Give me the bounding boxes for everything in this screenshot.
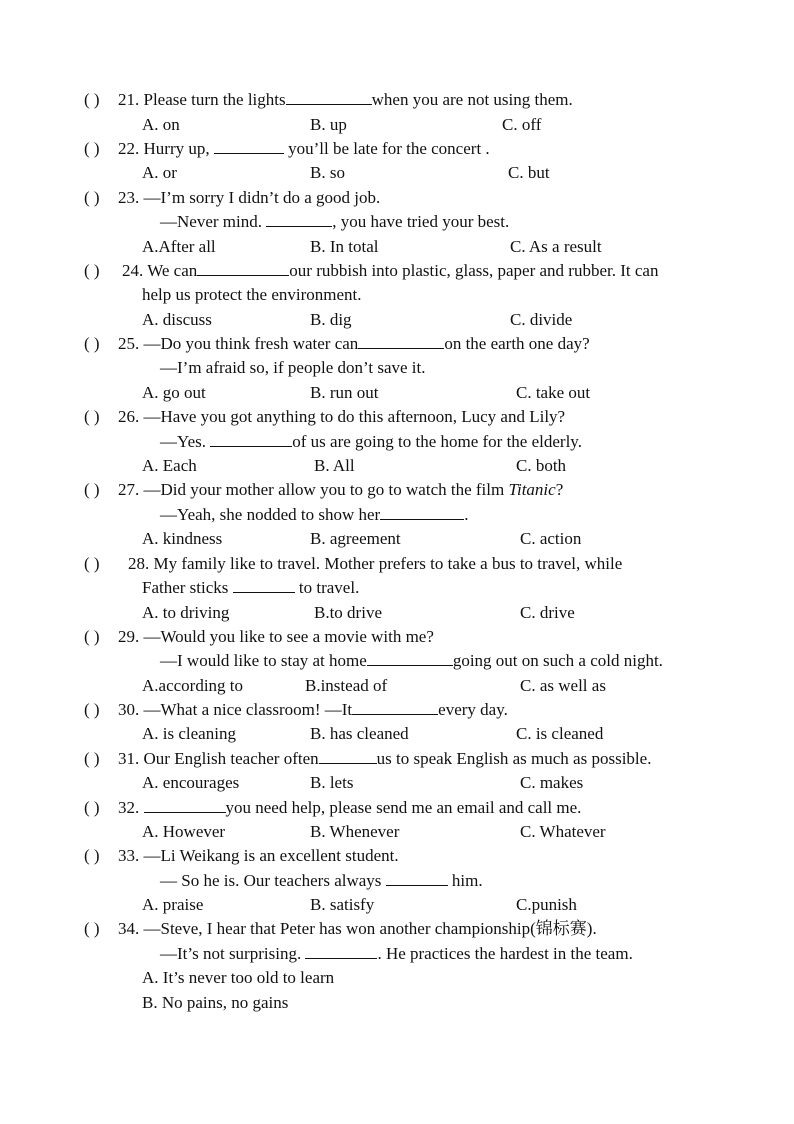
answer-blank[interactable] — [266, 212, 332, 227]
answer-paren[interactable]: ( ) — [84, 700, 100, 719]
answer-blank[interactable] — [305, 944, 377, 959]
question-stem: —Would you like to see a movie with me? — [143, 627, 434, 646]
question-number: 30. — [118, 700, 140, 719]
question-stem: — So he is. Our teachers always — [160, 871, 382, 890]
question-stem: Please turn the lights — [143, 90, 286, 109]
option-b[interactable]: B. run out — [310, 383, 379, 402]
question-number: 22. — [118, 139, 140, 158]
answer-blank[interactable] — [144, 798, 226, 813]
answer-blank[interactable] — [319, 749, 377, 764]
option-b[interactable]: B. No pains, no gains — [142, 993, 289, 1012]
option-a[interactable]: A. praise — [142, 895, 204, 914]
answer-paren[interactable]: ( ) — [84, 139, 100, 158]
option-b[interactable]: B. Whenever — [310, 822, 400, 841]
question-number: 25. — [118, 334, 140, 353]
question-stem: —Steve, I hear that Peter has won another championship(锦标赛). — [143, 919, 597, 938]
question-stem: My family like to travel. Mother prefers to take a bus to travel, while — [153, 554, 623, 573]
option-b[interactable]: B. lets — [310, 773, 354, 792]
option-c[interactable]: C. As a result — [510, 237, 602, 256]
question-stem-tail: on the earth one day? — [444, 334, 590, 353]
question-stem: Father sticks — [142, 578, 229, 597]
answer-paren[interactable]: ( ) — [84, 188, 100, 207]
option-b[interactable]: B.to drive — [314, 603, 382, 622]
question-number: 31. — [118, 749, 140, 768]
option-b[interactable]: B. All — [314, 456, 355, 475]
answer-paren[interactable]: ( ) — [84, 261, 100, 280]
question-stem: —I’m sorry I didn’t do a good job. — [143, 188, 381, 207]
option-a[interactable]: A.according to — [142, 676, 244, 695]
question-number: 23. — [118, 188, 140, 207]
option-a[interactable]: A. It’s never too old to learn — [142, 968, 335, 987]
question-stem: —Do you think fresh water can — [143, 334, 359, 353]
option-b[interactable]: B. so — [310, 163, 345, 182]
question-stem-tail: going out on such a cold night. — [452, 651, 663, 670]
option-c[interactable]: C. but — [508, 163, 550, 182]
option-c[interactable]: C. both — [516, 456, 567, 475]
option-b[interactable]: B. In total — [310, 237, 379, 256]
question-stem: —Yes. — [160, 432, 206, 451]
option-a[interactable]: A. or — [142, 163, 177, 182]
answer-paren[interactable]: ( ) — [84, 846, 100, 865]
question-number: 27. — [118, 480, 140, 499]
option-b[interactable]: B. dig — [310, 310, 352, 329]
question-number: 28. — [128, 554, 150, 573]
question-stem: Our English teacher often — [143, 749, 319, 768]
question-stem: —Did your mother allow you to go to watch the film — [143, 480, 505, 499]
film-title: Titanic — [508, 480, 556, 499]
option-c[interactable]: C. take out — [516, 383, 591, 402]
answer-blank[interactable] — [197, 261, 289, 276]
option-a[interactable]: A. is cleaning — [142, 724, 236, 743]
question-stem-tail: every day. — [438, 700, 508, 719]
question-number: 26. — [118, 407, 140, 426]
option-a[interactable]: A. However — [142, 822, 226, 841]
answer-blank[interactable] — [386, 871, 448, 886]
option-c[interactable]: C. as well as — [520, 676, 606, 695]
option-b[interactable]: B. agreement — [310, 529, 401, 548]
question-number: 34. — [118, 919, 140, 938]
option-c[interactable]: C. divide — [510, 310, 573, 329]
question-stem-tail: you’ll be late for the concert . — [288, 139, 490, 158]
answer-blank[interactable] — [367, 651, 453, 666]
answer-blank[interactable] — [380, 505, 464, 520]
question-stem: —Have you got anything to do this afternoon, Lucy and Lily? — [143, 407, 566, 426]
answer-paren[interactable]: ( ) — [84, 627, 100, 646]
question-number: 32. — [118, 798, 140, 817]
question-stem: —I would like to stay at home — [160, 651, 367, 670]
question-stem: —Li Weikang is an excellent student. — [143, 846, 399, 865]
answer-blank[interactable] — [233, 578, 295, 593]
question-stem-tail: our rubbish into plastic, glass, paper and rubber. It can — [289, 261, 659, 280]
question-stem: We can — [147, 261, 198, 280]
option-c[interactable]: C. makes — [520, 773, 584, 792]
question-stem: —I’m afraid so, if people don’t save it. — [160, 358, 426, 377]
option-a[interactable]: A. kindness — [142, 529, 223, 548]
answer-blank[interactable] — [286, 90, 372, 105]
question-stem: —It’s not surprising. — [160, 944, 302, 963]
question-stem-tail: him. — [451, 871, 483, 890]
question-number: 21. — [118, 90, 140, 109]
question-number: 24. — [122, 261, 144, 280]
question-stem: —Never mind. — [160, 212, 262, 231]
question-stem-tail: you need help, please send me an email and call me. — [225, 798, 582, 817]
answer-blank[interactable] — [358, 334, 444, 349]
question-stem: —What a nice classroom! —It — [143, 700, 353, 719]
option-b[interactable]: B. has cleaned — [310, 724, 409, 743]
option-c[interactable]: C. drive — [520, 603, 575, 622]
question-stem: —Yeah, she nodded to show her — [160, 505, 381, 524]
option-c[interactable]: C. is cleaned — [516, 724, 604, 743]
question-stem-tail: to travel. — [298, 578, 360, 597]
answer-paren[interactable]: ( ) — [84, 749, 100, 768]
question-number: 29. — [118, 627, 140, 646]
question-stem: help us protect the environment. — [142, 285, 362, 304]
answer-paren[interactable]: ( ) — [84, 407, 100, 426]
option-a[interactable]: A. discuss — [142, 310, 212, 329]
question-stem-tail: of us are going to the home for the elderly. — [292, 432, 582, 451]
question-stem: Hurry up, — [143, 139, 210, 158]
question-stem-tail: . — [464, 505, 469, 524]
answer-paren[interactable]: ( ) — [84, 554, 100, 573]
option-c[interactable]: C. off — [502, 115, 542, 134]
question-stem-tail: . He practices the hardest in the team. — [377, 944, 633, 963]
option-a[interactable]: A. encourages — [142, 773, 240, 792]
option-a[interactable]: A. to driving — [142, 603, 230, 622]
answer-blank[interactable] — [210, 432, 292, 447]
option-a[interactable]: A. go out — [142, 383, 206, 402]
answer-paren[interactable]: ( ) — [84, 90, 100, 109]
option-a[interactable]: A.After all — [142, 237, 216, 256]
answer-paren[interactable]: ( ) — [84, 480, 100, 499]
question-number: 33. — [118, 846, 140, 865]
question-stem-tail: , you have tried your best. — [332, 212, 510, 231]
answer-paren[interactable]: ( ) — [84, 334, 100, 353]
option-b[interactable]: B. satisfy — [310, 895, 375, 914]
answer-paren[interactable]: ( ) — [84, 798, 100, 817]
option-a[interactable]: A. Each — [142, 456, 197, 475]
question-stem-tail: when you are not using them. — [371, 90, 573, 109]
answer-blank[interactable] — [352, 700, 438, 715]
answer-blank[interactable] — [214, 139, 284, 154]
option-c[interactable]: C. action — [520, 529, 582, 548]
option-c[interactable]: C.punish — [516, 895, 577, 914]
option-b[interactable]: B.instead of — [305, 676, 388, 695]
option-a[interactable]: A. on — [142, 115, 180, 134]
question-stem-tail: ? — [555, 480, 564, 499]
option-c[interactable]: C. Whatever — [520, 822, 606, 841]
answer-paren[interactable]: ( ) — [84, 919, 100, 938]
option-b[interactable]: B. up — [310, 115, 347, 134]
question-stem-tail: us to speak English as much as possible. — [376, 749, 652, 768]
